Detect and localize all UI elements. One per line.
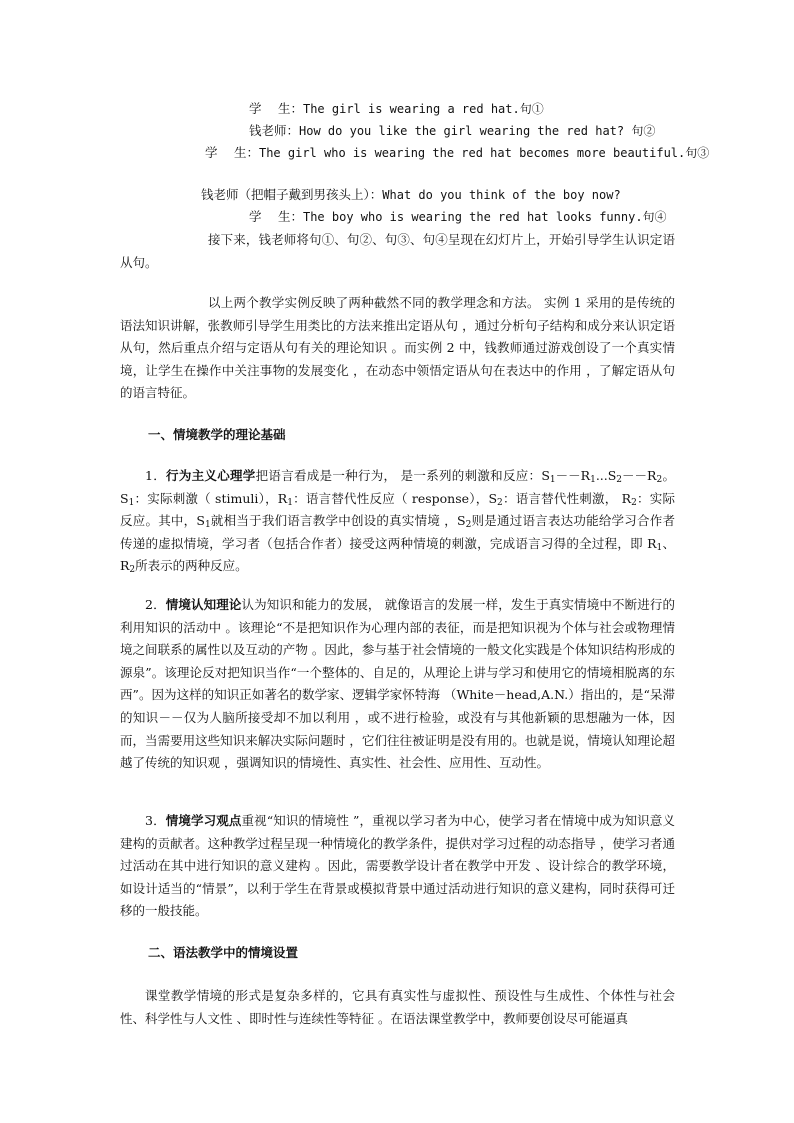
section-heading-2: 二、语法教学中的情境设置 xyxy=(148,945,299,960)
paragraph-text: 2．情境认知理论认为知识和能力的发展， 就像语言的发展一样，发生于真实情境中不断进行的利用知识的活动中 。该理论“不是把知识作为心理内部的表征，而是把知识视为个体与社会或物理情境之间联系的属性以及互动的产物 。因此，参与基于社会情境的一般文化实践是个体知识结构形成的源泉”。该理论反对把知识当作“一个整体的、自足的，从理论上讲与学习和使用它的情境相脱离的东西”。因为这样的知识正如著名的数学家、逻辑学家怀特海 （White－head,A.N.）指出的，是“呆滞的知识－－仅为人脑所接受却不加以利用 ，或不进行检验，或没有与其他新颖的思想融为一体，因而，当需要用这些知识来解决实际问题时 ，它们往往被证明是没有用的。也就是说，情境认知理论超越了传统的知识观 ，强调知识的情境性、真实性、社会性、应用性、互动性。 xyxy=(120,597,675,771)
dialogue-line-5 xyxy=(249,206,667,228)
paragraph-text: 1．行为主义心理学把语言看成是一种行为， 是一系列的刺激和反应：$S_1--R_1...S_2--R_2$。$S_1$：实际刺激（ stimuli），$R_1$：语言替代性反应（ response），$S_2$：语言替代性刺激， $R_2$：实际反应。其中，$S_1$就相当于我们语言教学中创设的真实情境 ，$S_2$则是通过语言表达功能给学习合作者传递的虚拟情境，学习者（包括合作者）接受这两种情境的刺激，完成语言习得的全过程，即 $R_1$、$R_2$所表示的两种反应。 xyxy=(120,468,675,576)
paragraph-situated-cognition xyxy=(120,594,675,775)
paragraph-text: 课堂教学情境的形式是复杂多样的，它具有真实性与虚拟性、预设性与生成性、个体性与社会性、科学性与人文性 、即时性与连续性等特征 。在语法课堂教学中，教师要创设尽可能逼真 xyxy=(120,988,675,1026)
dialogue-line-4 xyxy=(201,184,621,206)
dialogue-line-6 xyxy=(120,229,675,274)
dialogue-line-2 xyxy=(249,120,655,142)
dialogue-text: The boy who is wearing the red hat looks funny.句④ xyxy=(302,210,667,224)
paragraph-text: 接下来，钱老师将句①、句②、句③、句④呈现在幻灯片上，开始引导学生认识定语从句。 xyxy=(120,232,675,270)
speaker-teacher: 钱老师： xyxy=(249,123,300,138)
speaker-teacher: 钱老师（把帽子戴到男孩头上）： xyxy=(201,187,383,202)
term-bold: 情境认知理论 xyxy=(165,597,242,612)
summary-paragraph xyxy=(120,292,675,405)
paragraph-behaviorism xyxy=(120,465,675,578)
paragraph-context-setting xyxy=(120,985,675,1030)
paragraph-text: 以上两个教学实例反映了两种截然不同的教学理念和方法。 实例 1 采用的是传统的语法知识讲解，张教师引导学生用类比的方法来推出定语从句 ，通过分析句子结构和成分来认识定语从句，然后重点介绍与定语从句有关的理论知识 。而实例 2 中，钱教师通过游戏创设了一个真实情境，让学生在操作中关注事物的发展变化 ，在动态中领悟定语从句在表达中的作用 ，了解定语从句的语言特征。 xyxy=(120,295,675,401)
paragraph-situated-learning xyxy=(120,810,675,923)
dialogue-text: The girl who is wearing the red hat becomes more beautiful.句③ xyxy=(258,146,710,160)
paragraph-text: 3．情境学习观点重视“知识的情境性 ”，重视以学习者为中心，使学习者在情境中成为知识意义建构的贡献者。这种教学过程呈现一种情境化的教学条件，提供对学习过程的动态指导 ，使学习者通过活动在其中进行知识的意义建构 。因此，需要教学设计者在教学中开发 、设计综合的教学环境，如设计适当的“情景”，以利于学生在背景或模拟背景中通过活动进行知识的意义建构，同时获得可迁移的一般技能。 xyxy=(120,813,675,919)
speaker-student: 学 生： xyxy=(205,145,259,160)
speaker-student: 学 生： xyxy=(249,209,303,224)
dialogue-line-3 xyxy=(205,142,709,164)
dialogue-text: What do you think of the boy now? xyxy=(382,188,621,202)
term-bold: 行为主义心理学 xyxy=(166,468,256,483)
dialogue-text: The girl is wearing a red hat.句① xyxy=(302,102,544,116)
dialogue-line-1 xyxy=(249,98,544,120)
section-heading-1: 一、情境教学的理论基础 xyxy=(148,427,286,442)
term-bold: 情境学习观点 xyxy=(165,813,242,828)
dialogue-text: How do you like the girl wearing the red hat? 句② xyxy=(299,124,656,138)
speaker-student: 学 生： xyxy=(249,101,303,116)
